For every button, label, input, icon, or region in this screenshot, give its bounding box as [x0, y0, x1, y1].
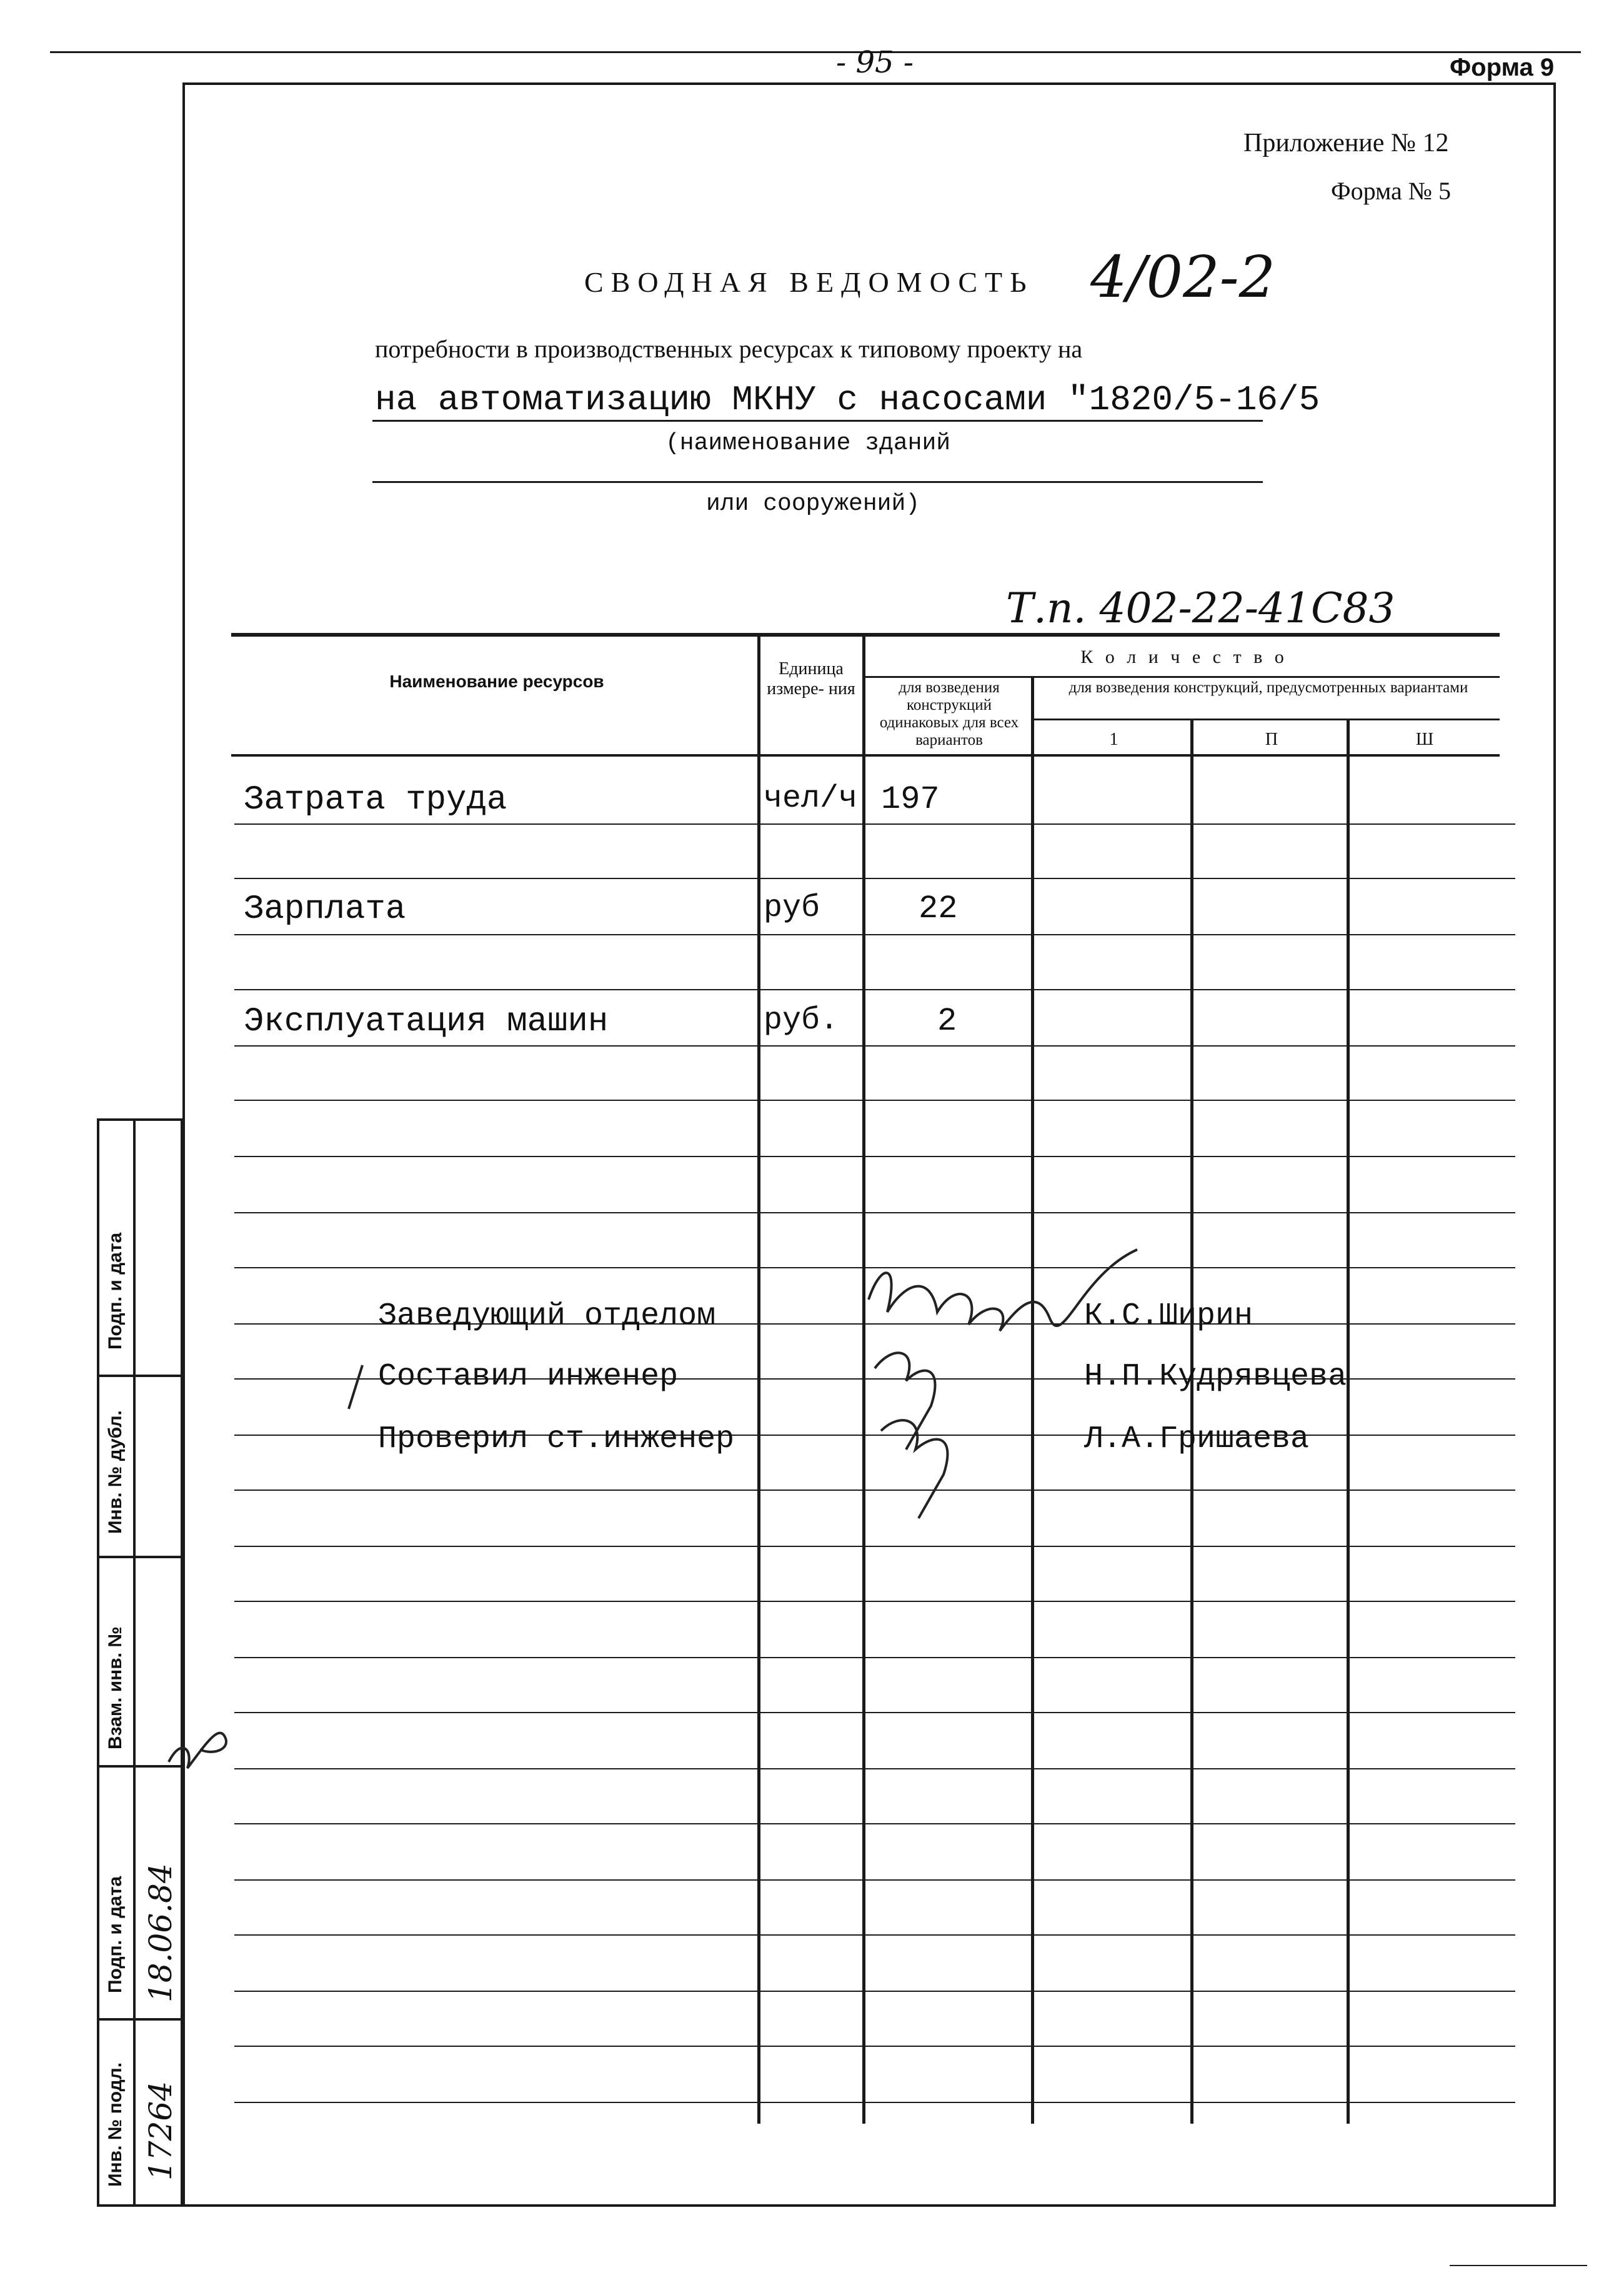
header-variants: для возведения конструкций, предусмотренных вариантами [1069, 679, 1468, 696]
caption-underline [372, 481, 1263, 483]
row-name: Эксплуатация машин [244, 1003, 609, 1041]
row-value: 197 [881, 781, 940, 818]
row-unit: чел/ч [764, 781, 858, 817]
row-line [234, 823, 1515, 825]
form-number: Форма № 5 [1331, 177, 1451, 205]
row-line [234, 1712, 1515, 1713]
appendix-label: Приложение № 12 [1243, 129, 1449, 157]
project-code: Т.п. 402-22-41С83 [1006, 584, 1395, 632]
stamp-date-handwritten: 18.06.84 [142, 1863, 179, 2002]
row-line [234, 1768, 1515, 1769]
row-line [234, 2046, 1515, 2047]
project-name: на автоматизацию МКНУ с насосами "1820/5-16/5 [375, 380, 1320, 420]
row-line [234, 1934, 1515, 1936]
row-unit: руб. [764, 1003, 839, 1038]
header-common: для возведения конструкций одинаковых для всех вариантов [879, 679, 1019, 749]
signature-role: Заведующий отделом [378, 1298, 716, 1334]
row-unit: руб [764, 890, 820, 926]
bottom-rule [1450, 2265, 1587, 2266]
handwritten-signatures [812, 1225, 1162, 1537]
row-line [234, 1212, 1515, 1213]
row-line [234, 989, 1515, 990]
document-title: СВОДНАЯ ВЕДОМОСТЬ [584, 266, 1034, 298]
row-line [234, 1601, 1515, 1602]
stamp-signature-scribble [156, 1712, 237, 1781]
header-variant-1: 1 [1109, 730, 1118, 749]
row-line [234, 1045, 1515, 1047]
signature-role: Составил инженер [378, 1359, 679, 1395]
row-line [234, 934, 1515, 935]
col-line-v3 [1347, 719, 1350, 2124]
handwritten-tick [344, 1362, 369, 1412]
quantity-divider [865, 676, 1500, 678]
row-line [234, 1991, 1515, 1992]
row-line [234, 878, 1515, 879]
stamp-inv-podl: Инв. № подл. [105, 2062, 126, 2187]
row-value: 22 [919, 890, 958, 927]
stamp-podp-data-2: Подп. и дата [105, 1876, 126, 1993]
stamp-vzam-inv: Взам. инв. № [105, 1626, 126, 1749]
page-number: - 95 - [835, 45, 914, 80]
row-line [234, 1100, 1515, 1101]
caption-buildings: (наименование зданий [665, 430, 951, 457]
header-unit: Единица измере- ния [767, 659, 855, 699]
form-label: Форма 9 [1450, 54, 1555, 81]
row-line [234, 2102, 1515, 2103]
row-value: 2 [937, 1003, 957, 1040]
stamp-divider [97, 2018, 183, 2021]
project-underline [372, 420, 1263, 422]
row-line [234, 1879, 1515, 1881]
header-variant-3: Ш [1415, 730, 1434, 749]
col-line-unit [757, 637, 760, 2124]
row-line [234, 1657, 1515, 1658]
header-variant-2: П [1265, 730, 1278, 749]
header-resource: Наименование ресурсов [389, 672, 604, 691]
header-bottom-border [231, 754, 1500, 757]
table-top-border [231, 633, 1500, 637]
signature-name: Л.А.Гришаева [1084, 1421, 1310, 1457]
caption-structures: или сооружений) [706, 490, 920, 517]
document-subtitle: потребности в производственных ресурсах к типовому проекту на [375, 335, 1083, 363]
row-line [234, 1156, 1515, 1157]
row-name: Затрата труда [244, 781, 507, 819]
stamp-divider [97, 1375, 183, 1377]
stamp-podp-data: Подп. и дата [105, 1232, 126, 1350]
row-name: Зарплата [244, 890, 406, 928]
row-line [234, 1546, 1515, 1547]
stamp-inv-dubl: Инв. № дубл. [105, 1410, 126, 1534]
stamp-divider-vertical [133, 1118, 136, 2207]
signature-name: Н.П.Кудрявцева [1084, 1359, 1347, 1395]
stamp-divider [97, 1556, 183, 1558]
header-quantity: К о л и ч е с т в о [1080, 647, 1288, 667]
row-line [234, 1823, 1515, 1824]
signature-role: Проверил ст.инженер [378, 1421, 735, 1457]
signature-name: К.С.Ширин [1084, 1298, 1253, 1334]
stamp-inv-number-handwritten: 17264 [142, 2081, 179, 2181]
variants-divider [1034, 719, 1500, 720]
title-handwritten-number: 4/02-2 [1090, 244, 1276, 311]
